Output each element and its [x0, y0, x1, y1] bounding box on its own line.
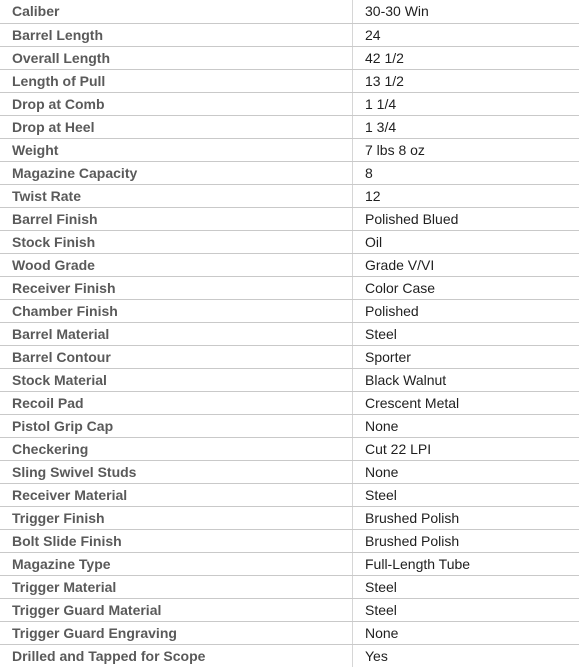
- spec-value: Sporter: [353, 345, 579, 368]
- spec-value: Polished Blued: [353, 207, 579, 230]
- spec-row-caliber: [0, 0, 579, 23]
- spec-label: Chamber Finish: [0, 299, 353, 322]
- spec-value: 7 lbs 8 oz: [353, 138, 579, 161]
- spec-value: 42 1/2: [353, 46, 579, 69]
- spec-label: Checkering: [0, 437, 353, 460]
- spec-value: Steel: [353, 575, 579, 598]
- spec-value: None: [353, 460, 579, 483]
- spec-value: Steel: [353, 322, 579, 345]
- spec-label: Magazine Capacity: [0, 161, 353, 184]
- spec-row-checkering: [0, 437, 579, 460]
- spec-value: 1 1/4: [353, 92, 579, 115]
- spec-value: Yes: [353, 644, 579, 667]
- spec-label: Trigger Material: [0, 575, 353, 598]
- spec-row-barrel-material: [0, 322, 579, 345]
- spec-row-sling-swivel-studs: [0, 460, 579, 483]
- spec-row-trigger-finish: [0, 506, 579, 529]
- spec-label: Twist Rate: [0, 184, 353, 207]
- spec-value: None: [353, 621, 579, 644]
- spec-label: Drilled and Tapped for Scope: [0, 644, 353, 667]
- spec-row-magazine-capacity: [0, 161, 579, 184]
- spec-label: Bolt Slide Finish: [0, 529, 353, 552]
- spec-value: 30-30 Win: [353, 0, 579, 23]
- spec-value: 13 1/2: [353, 69, 579, 92]
- spec-value: Black Walnut: [353, 368, 579, 391]
- spec-value: Crescent Metal: [353, 391, 579, 414]
- spec-label: Caliber: [0, 0, 353, 23]
- spec-row-receiver-finish: [0, 276, 579, 299]
- spec-row-drop-at-heel: [0, 115, 579, 138]
- spec-value: Full-Length Tube: [353, 552, 579, 575]
- spec-value: 12: [353, 184, 579, 207]
- spec-value: Steel: [353, 598, 579, 621]
- spec-label: Barrel Contour: [0, 345, 353, 368]
- spec-row-trigger-material: [0, 575, 579, 598]
- spec-row-drop-at-comb: [0, 92, 579, 115]
- spec-label: Receiver Material: [0, 483, 353, 506]
- spec-label: Stock Material: [0, 368, 353, 391]
- spec-label: Trigger Guard Engraving: [0, 621, 353, 644]
- spec-label: Stock Finish: [0, 230, 353, 253]
- spec-label: Receiver Finish: [0, 276, 353, 299]
- spec-label: Barrel Finish: [0, 207, 353, 230]
- spec-label: Recoil Pad: [0, 391, 353, 414]
- spec-row-chamber-finish: [0, 299, 579, 322]
- spec-row-weight: [0, 138, 579, 161]
- spec-value: None: [353, 414, 579, 437]
- spec-label: Pistol Grip Cap: [0, 414, 353, 437]
- spec-value: Oil: [353, 230, 579, 253]
- spec-value: 24: [353, 23, 579, 46]
- spec-label: Drop at Heel: [0, 115, 353, 138]
- spec-row-drilled-and-tapped: [0, 644, 579, 667]
- spec-row-bolt-slide-finish: [0, 529, 579, 552]
- spec-row-twist-rate: [0, 184, 579, 207]
- spec-value: Cut 22 LPI: [353, 437, 579, 460]
- spec-label: Overall Length: [0, 46, 353, 69]
- spec-label: Length of Pull: [0, 69, 353, 92]
- spec-value: Brushed Polish: [353, 529, 579, 552]
- spec-row-receiver-material: [0, 483, 579, 506]
- spec-value: Polished: [353, 299, 579, 322]
- spec-value: Grade V/VI: [353, 253, 579, 276]
- spec-row-pistol-grip-cap: [0, 414, 579, 437]
- spec-row-barrel-finish: [0, 207, 579, 230]
- spec-label: Wood Grade: [0, 253, 353, 276]
- spec-row-stock-material: [0, 368, 579, 391]
- spec-label: Magazine Type: [0, 552, 353, 575]
- spec-value: Color Case: [353, 276, 579, 299]
- spec-value: Steel: [353, 483, 579, 506]
- spec-label: Trigger Finish: [0, 506, 353, 529]
- spec-row-overall-length: [0, 46, 579, 69]
- spec-label: Drop at Comb: [0, 92, 353, 115]
- spec-value: Brushed Polish: [353, 506, 579, 529]
- spec-row-trigger-guard-engraving: [0, 621, 579, 644]
- spec-row-barrel-length: [0, 23, 579, 46]
- spec-label: Weight: [0, 138, 353, 161]
- spec-row-length-of-pull: [0, 69, 579, 92]
- spec-row-recoil-pad: [0, 391, 579, 414]
- spec-label: Trigger Guard Material: [0, 598, 353, 621]
- spec-row-stock-finish: [0, 230, 579, 253]
- spec-label: Barrel Length: [0, 23, 353, 46]
- spec-label: Barrel Material: [0, 322, 353, 345]
- spec-value: 1 3/4: [353, 115, 579, 138]
- spec-row-magazine-type: [0, 552, 579, 575]
- spec-label: Sling Swivel Studs: [0, 460, 353, 483]
- spec-row-barrel-contour: [0, 345, 579, 368]
- spec-row-wood-grade: [0, 253, 579, 276]
- spec-value: 8: [353, 161, 579, 184]
- spec-row-trigger-guard-material: [0, 598, 579, 621]
